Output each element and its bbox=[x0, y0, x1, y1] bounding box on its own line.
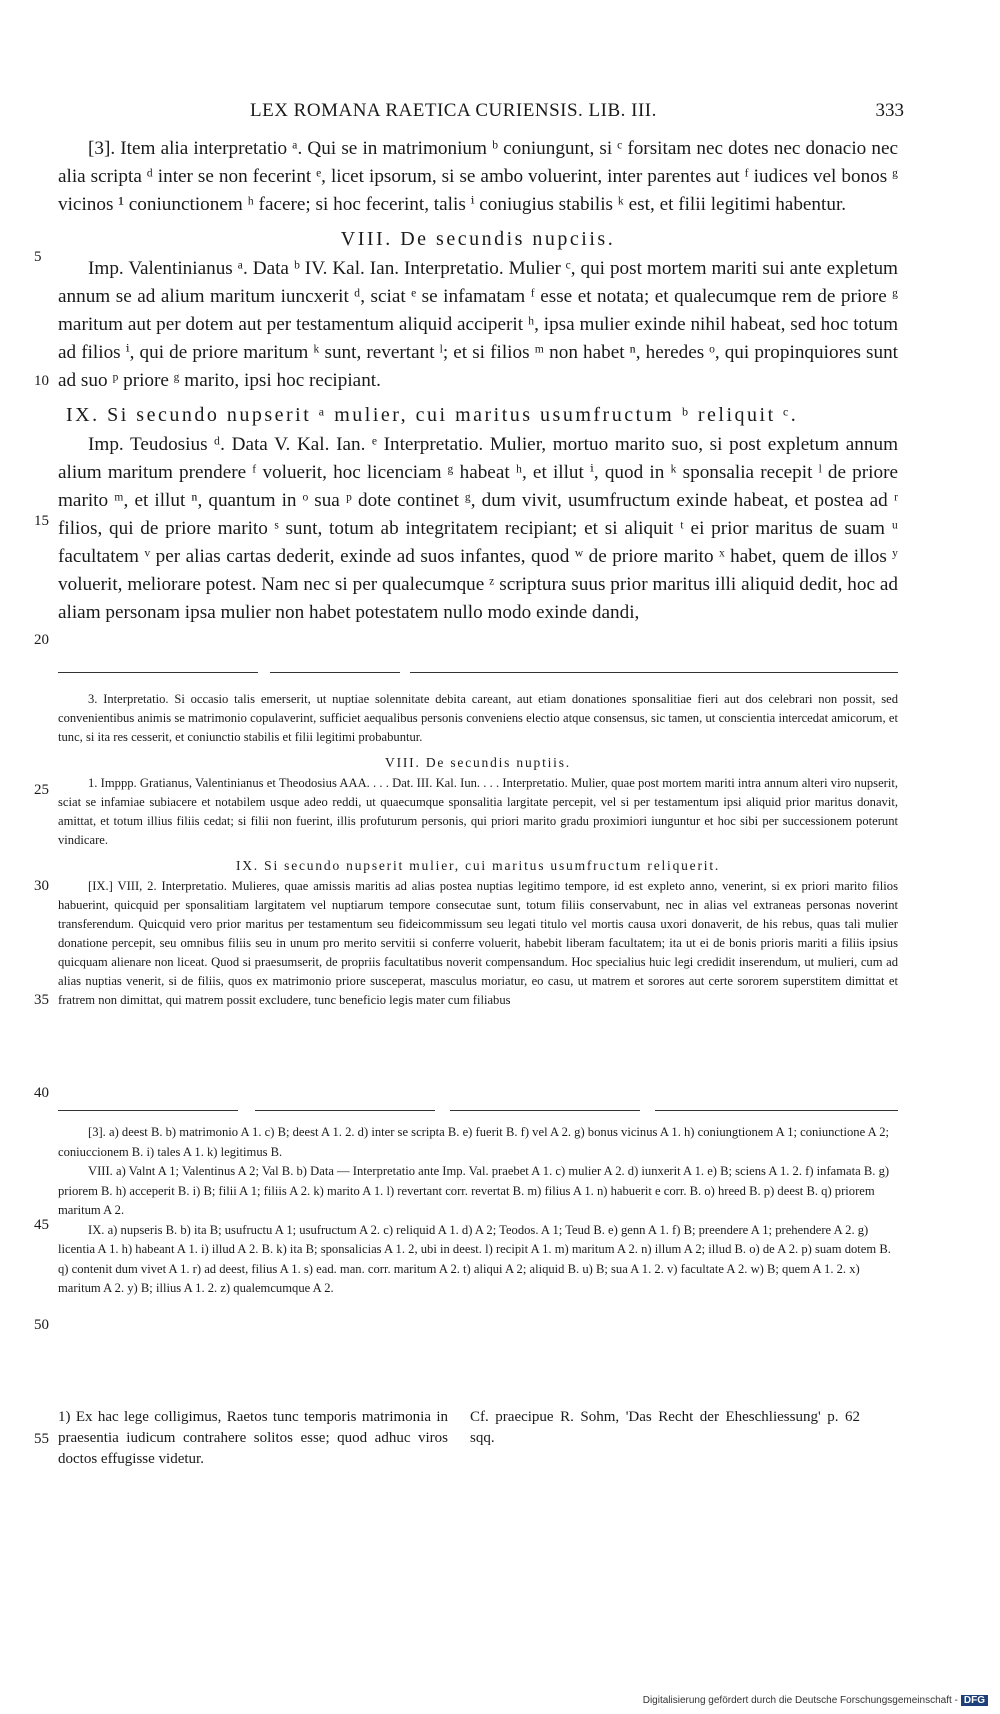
divider bbox=[58, 1110, 238, 1111]
note-interpretatio-3: 3. Interpretatio. Si occasio talis emerserit, ut nuptiae solennitate debita careant, aut etiam donationes sponsalitiae fieri aut dos celebrari non possit, sed convenientibus animis se matrimonio copulaverint, sufficiet aequalibus personis conveniens electio atque consensus, sic tamen, ut conscientia intercedat amicorum, et tunc, si ita res cesserit, et coniunctio stabilis et filii legitimi probabuntur. bbox=[58, 692, 898, 744]
divider bbox=[270, 672, 400, 673]
line-number: 40 bbox=[34, 1085, 49, 1101]
line-number: 55 bbox=[34, 1431, 49, 1447]
footnote-left: 1) Ex hac lege colligimus, Raetos tunc temporis matrimonia in praesentia iudicum contrahere solitos esse; quod adhuc viros doctos effugisse videtur. bbox=[58, 1409, 448, 1467]
divider bbox=[255, 1110, 435, 1111]
note-viii: 1. Imppp. Gratianus, Valentinianus et Theodosius AAA. . . . Dat. III. Kal. Iun. . . . Interpretatio. Mulier, quae post mortem mariti intra annum alteri viro nupserit, sciat se infamiae subiacere et notabilem usque adeo reddi, ut quaecumque sponsalitia largitate percepit, vel si per testamentum ipsi aliquid prior maritus donavit, amittat, et totum illius filiis cedat; si filii non fuerint, illis profuturum personis, qui priori marito gradu proximiori iunguntur et hoc sibi per successionem poterunt vindicare. bbox=[58, 776, 898, 847]
paragraph-viii: Imp. Valentinianus ᵃ. Data ᵇ IV. Kal. Ian. Interpretatio. Mulier ᶜ, qui post mortem mariti sui ante expletum annum se ad alium maritum iuncxerit ᵈ, sciat ᵉ se infamatam ᶠ esse et notata; et qualecumque rem de priore ᵍ maritum aut per dotem aut per testamentum aliquid acciperit ʰ, ipsa mulier exinde nihil habeat, sed hoc totum ad filios ⁱ, qui de priore maritum ᵏ sunt, revertant ˡ; et si filios ᵐ non habet ⁿ, heredes ᵒ, qui propinquiores sunt ad suo ᵖ priore ᵍ marito, ipsi hoc recipiant. bbox=[58, 258, 898, 391]
divider bbox=[410, 672, 898, 673]
divider bbox=[450, 1110, 640, 1111]
line-number: 25 bbox=[34, 782, 49, 798]
apparatus-3: [3]. a) deest B. b) matrimonio A 1. c) B; deest A 1. 2. d) inter se scripta B. e) fuerit B. f) vel A 2. g) bonus vicinus A 1. h) coniungtionem A 1; coniunctione A 2; coniuccionem B. i) tales A 1. k) legitimus B. bbox=[58, 1125, 889, 1159]
divider bbox=[655, 1110, 898, 1111]
line-number: 15 bbox=[34, 513, 49, 529]
line-number: 50 bbox=[34, 1317, 49, 1333]
note-heading-ix: IX. Si secundo nupserit mulier, cui maritus usumfructum reliquerit. bbox=[235, 858, 721, 873]
apparatus-ix: IX. a) nupseris B. b) ita B; usufructu A 1; usufructum A 2. c) reliquid A 1. d) A 2; Teodos. A 1; Teud B. e) genn A 1. f) B; preendere A 1; prehendere A 2. g) licentia A 1. h) habeant A 1. i) illud A 2. B. k) ita B; sponsalicias A 1. 2, ubi in deest. l) recipit A 1. m) maritum A 2. n) illum A 2; illud B. o) de A 2. p) suam dotem B. q) contenit dum vivet A 1. r) ad deest, filius A 1. s) ead. man. corr. maritum A 2. t) aliqui A 2; aliquid B. u) B; sua A 1. 2. v) facultate A 2. w) B; quem A 1. 2. x) maritum A 2. y) B; illius A 1. 2. z) qualemcumque A 2. bbox=[58, 1222, 891, 1295]
footnote-right: Cf. praecipue R. Sohm, 'Das Recht der Eheschliessung' p. 62 sqq. bbox=[470, 1409, 860, 1446]
divider bbox=[58, 672, 258, 673]
section-heading-ix: IX. Si secundo nupserit ᵃ mulier, cui maritus usumfructum ᵇ reliquit ᶜ. bbox=[66, 404, 799, 426]
note-ix: [IX.] VIII, 2. Interpretatio. Mulieres, quae amissis maritis ad alias postea nuptias legitimo tempore, id est expleto anno, venerint, si ex priori marito filios habuerint, quicquid per sponsalitiam largitatem vel nuptiarum tempore consecutae sunt, totum filiis conservabunt, nec in alias vel extraneas personas noverint transferendum. Quicquid vero prior maritus per testamentum seu fideicommissum seu legati titulo vel mortis causa uxori donaverit, de his rebus, quas tali mulier donatione percepit, seu omnibus filiis seu in unum pro merito servitii si conferre voluerit, habebit liberam facultatem; ita ut ei de bonis prioris mariti a filiis ipsius quicquam alienare non liceat. Quod si praesumserit, de propriis facultatibus noverit compensandum. Hoc specialius huic legi credidit inserendum, ut mulieri, cum ad alias nuptias venerit, si de filiis, quos ex matrimonio priore susceperat, masculus moriatur, eo casu, ut matrem et sorores aut certe sororem superstitem dimittat et fratrem non dimittat, qui matrem possit excludere, tunc beneficio legis mater cum filiabus bbox=[58, 879, 898, 1007]
line-number: 10 bbox=[34, 373, 49, 389]
paragraph-interpretatio-3: [3]. Item alia interpretatio ᵃ. Qui se in matrimonium ᵇ coniungunt, si ᶜ forsitam nec dotes nec donacio nec alia scripta ᵈ inter se non fecerint ᵉ, licet ipsorum, si se ambo voluerint, inter parentes aut ᶠ iudices vel bonos ᵍ vicinos ¹ coniunctionem ʰ facere; si hoc fecerint, talis ⁱ coniugius stabilis ᵏ est, et filii legitimi habentur. bbox=[58, 138, 898, 215]
footnotes bbox=[58, 1407, 898, 1477]
running-title: LEX ROMANA RAETICA CURIENSIS. LIB. III. bbox=[250, 100, 657, 121]
digitization-text: Digitalisierung gefördert durch die Deutsche Forschungsgemeinschaft - bbox=[642, 1695, 958, 1706]
running-header bbox=[0, 100, 1000, 130]
line-number: 35 bbox=[34, 992, 49, 1008]
critical-apparatus bbox=[58, 1123, 898, 1299]
digitization-credit bbox=[643, 1695, 988, 1706]
line-number: 30 bbox=[34, 878, 49, 894]
section-heading-viii: VIII. De secundis nupciis. bbox=[340, 228, 616, 250]
note-heading-viii: VIII. De secundis nuptiis. bbox=[385, 755, 571, 770]
page-number: 333 bbox=[875, 100, 904, 121]
breviary-notes bbox=[58, 690, 898, 1010]
apparatus-viii: VIII. a) Valnt A 1; Valentinus A 2; Val B. b) Data — Interpretatio ante Imp. Val. praebet A 1. c) mulier A 2. d) iunxerit A 1. e) B; sciens A 1. 2. f) infamata B. g) priorem B. h) acceperit B. i) B; filii A 1; filiis A 2. k) marito A 1. l) revertant corr. revertat B. m) filius A 1. n) habuerit e corr. B. o) hreed B. p) deest B. q) priorem maritum A 2. bbox=[58, 1164, 890, 1217]
paragraph-ix: Imp. Teudosius ᵈ. Data V. Kal. Ian. ᵉ Interpretatio. Mulier, mortuo marito suo, si post expletum annum alium maritum prendere ᶠ voluerit, hoc licenciam ᵍ habeat ʰ, et illut ⁱ, quod in ᵏ sponsalia recepit ˡ de priore marito ᵐ, et illut ⁿ, quantum in ᵒ sua ᵖ dote continet ᵍ, dum vivit, usumfructum exinde habeat, et postea ad ʳ filios, qui de priore marito ˢ sunt, totum ab integritatem recipiant; et si aliquit ᵗ ei prior maritus de suam ᵘ facultatem ᵛ per alias cartas dederit, exinde ad suos infantes, quod ʷ de priore marito ˣ habet, quem de illos ʸ voluerit, meliorare potest. Nam nec si per qualecumque ᶻ scriptura suus prior maritus illi aliquid dedit, hoc ad aliam personam ipsa mulier non habet potestatem nullo modo exinde dandi, bbox=[58, 434, 898, 623]
dfg-logo: DFG bbox=[961, 1695, 988, 1706]
line-number: 20 bbox=[34, 632, 49, 648]
main-text bbox=[58, 135, 898, 627]
line-number: 45 bbox=[34, 1217, 49, 1233]
line-number: 5 bbox=[34, 249, 42, 265]
